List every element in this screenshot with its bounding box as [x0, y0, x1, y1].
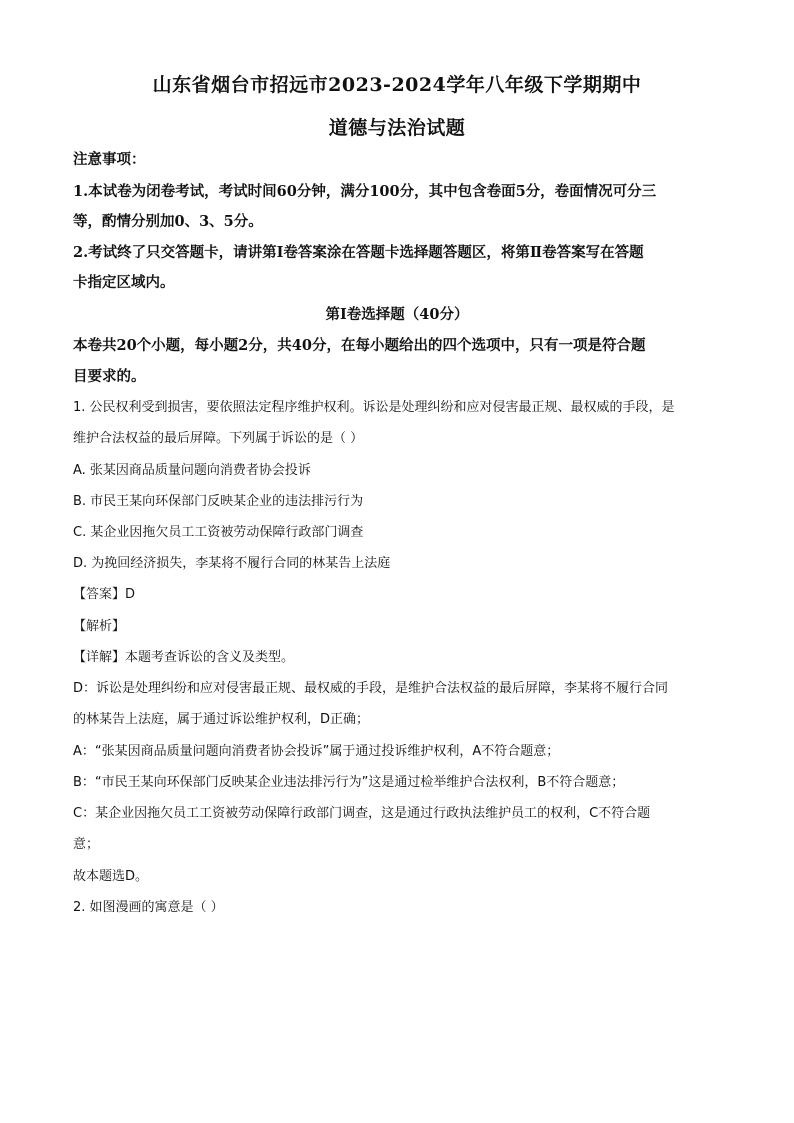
- section-intro-line-2: 目要求的。: [73, 368, 146, 385]
- section-heading: 第I卷选择题（40分）: [325, 306, 469, 323]
- document-subtitle: 道德与法治试题: [328, 117, 466, 139]
- question-1-explanation-d-line-1: D：诉讼是处理纠纷和应对侵害最正规、最权威的手段，是维护合法权益的最后屏障，李某将不履行合同: [73, 681, 669, 696]
- document-title: 山东省烟台市招远市2023-2024学年八年级下学期期中: [152, 74, 642, 96]
- question-2-stem: 2. 如图漫画的寓意是（ ）: [73, 900, 224, 915]
- question-1-explanation-b: B：“市民王某向环保部门反映某企业违法排污行为”这是通过检举维护合法权利，B不符合题意；: [73, 775, 625, 790]
- question-1-option-d: D. 为挽回经济损失，李某将不履行合同的林某告上法庭: [73, 556, 391, 571]
- question-1-explanation-d-line-2: 的林某告上法庭，属于通过诉讼维护权利，D正确；: [73, 712, 370, 727]
- question-1-option-b: B. 市民王某向环保部门反映某企业的违法排污行为: [73, 494, 364, 509]
- notice-item-2-line-2: 卡指定区域内。: [73, 274, 175, 291]
- notice-item-1-line-2: 等，酌情分别加0、3、5分。: [73, 213, 263, 230]
- notice-heading: 注意事项：: [73, 151, 146, 168]
- notice-item-1-line-1: 1.本试卷为闭卷考试，考试时间60分钟，满分100分，其中包含卷面5分，卷面情况可分三: [73, 183, 657, 200]
- question-1-explanation-a: A：“张某因商品质量问题向消费者协会投诉”属于通过投诉维护权利，A不符合题意；: [73, 744, 560, 759]
- question-1-stem-line-2: 维护合法权益的最后屏障。下列属于诉讼的是（ ）: [73, 431, 364, 446]
- question-1-option-a: A. 张某因商品质量问题向消费者协会投诉: [73, 463, 311, 478]
- question-1-explanation-c-line-2: 意；: [73, 837, 100, 852]
- question-1-explanation-c-line-1: C：某企业因拖欠员工工资被劳动保障行政部门调查，这是通过行政执法维护员工的权利，C不符合题: [73, 806, 651, 821]
- question-1-detail: 【详解】本题考查诉讼的含义及类型。: [73, 650, 295, 665]
- notice-item-2-line-1: 2.考试终了只交答题卡，请讲第I卷答案涂在答题卡选择题答题区，将第Ⅱ卷答案写在答题: [73, 244, 644, 261]
- question-1-answer: 【答案】D: [73, 587, 136, 602]
- question-1-option-c: C. 某企业因拖欠员工工资被劳动保障行政部门调查: [73, 525, 364, 540]
- question-1-stem-line-1: 1. 公民权利受到损害，要依照法定程序维护权利。诉讼是处理纠纷和应对侵害最正规、最权威的手段，是: [73, 400, 675, 415]
- section-intro-line-1: 本卷共20个小题，每小题2分，共40分，在每小题给出的四个选项中，只有一项是符合题: [73, 337, 646, 354]
- question-1-conclusion: 故本题选D。: [73, 869, 149, 884]
- question-1-analysis-label: 【解析】: [73, 619, 126, 634]
